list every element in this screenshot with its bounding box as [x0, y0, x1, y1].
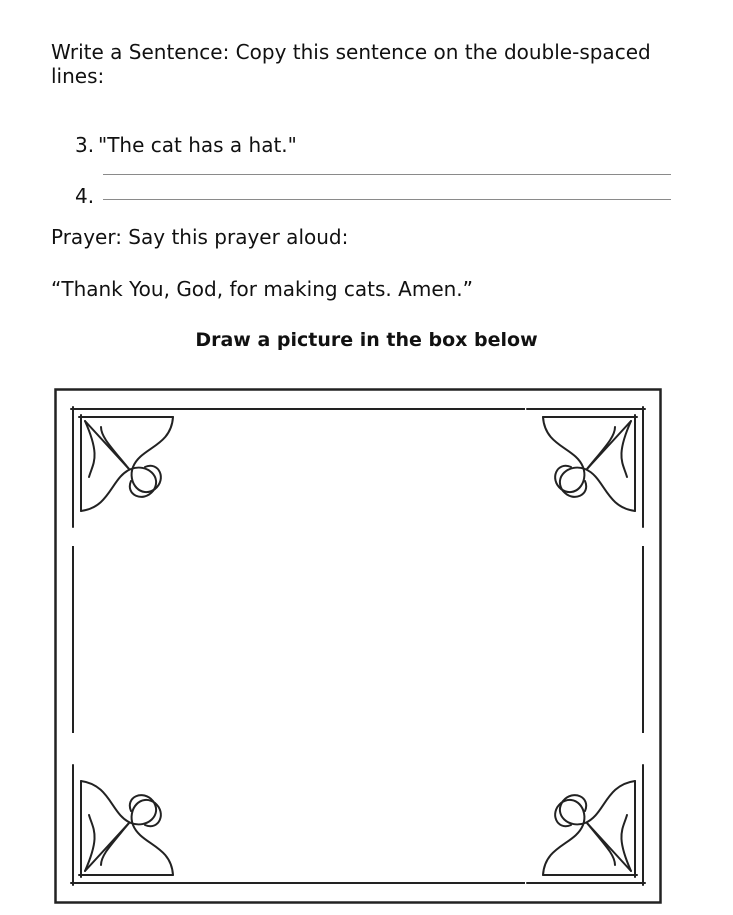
draw-heading: Draw a picture in the box below	[195, 329, 538, 351]
item-4-number: 4.	[75, 184, 95, 208]
item-3-number: 3.	[75, 133, 95, 157]
prayer-text: “Thank You, God, for making cats. Amen.”	[51, 277, 474, 301]
prayer-label: Prayer: Say this prayer aloud:	[51, 225, 349, 249]
item-3-sentence: "The cat has a hat."	[98, 133, 297, 157]
drawing-box[interactable]	[54, 388, 662, 906]
writing-line-1[interactable]	[103, 174, 671, 175]
instruction-text: Write a Sentence: Copy this sentence on the double-spaced lines:	[51, 40, 651, 88]
writing-line-2[interactable]	[103, 199, 671, 200]
